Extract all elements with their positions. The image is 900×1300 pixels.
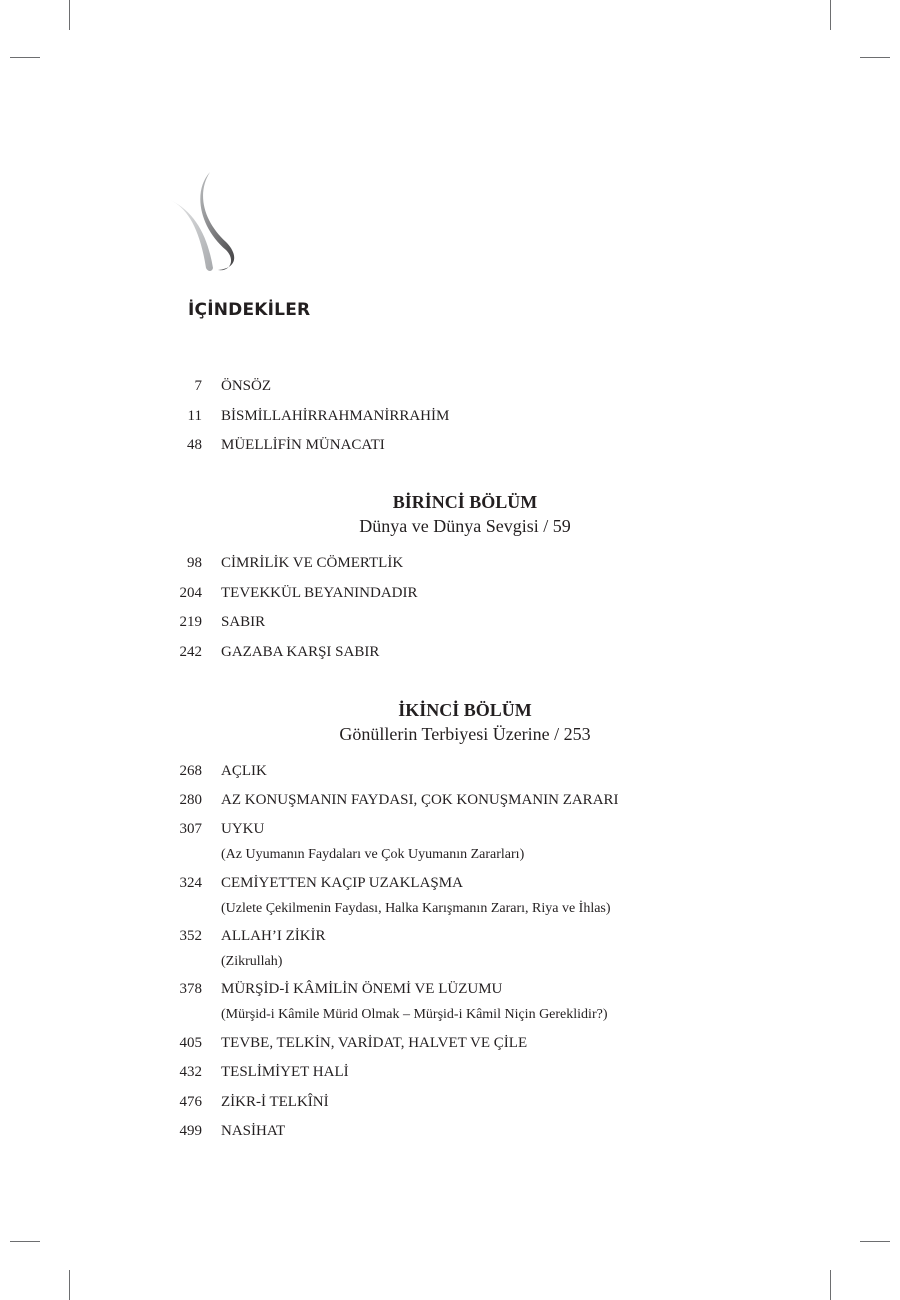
- entry-title: NASİHAT: [221, 1123, 286, 1139]
- page-number: 405: [179, 1035, 202, 1051]
- page-number: 476: [179, 1094, 202, 1110]
- page-number: 307: [179, 821, 202, 837]
- entry-subtitle: (Uzlete Çekilmenin Faydası, Halka Karışmanın Zararı, Riya ve İhlas): [221, 901, 611, 916]
- entry-subtitle: (Az Uyumanın Faydaları ve Çok Uyumanın Zararları): [221, 847, 525, 862]
- entry-title: CEMİYETTEN KAÇIP UZAKLAŞMA: [221, 875, 463, 891]
- entry-title: AÇLIK: [221, 763, 267, 779]
- entry-subtitle: (Zikrullah): [221, 954, 283, 969]
- page-number: 499: [179, 1123, 202, 1139]
- ornament-icon: [166, 168, 242, 274]
- page-number: 219: [179, 614, 202, 630]
- crop-mark: [69, 1270, 70, 1300]
- crop-mark: [860, 57, 890, 58]
- page-number: 11: [187, 408, 202, 424]
- entry-title: ÖNSÖZ: [221, 378, 272, 394]
- page-number: 378: [179, 981, 202, 997]
- crop-mark: [860, 1241, 890, 1242]
- crop-mark: [69, 0, 70, 30]
- entry-title: GAZABA KARŞI SABIR: [221, 644, 380, 660]
- entry-title: UYKU: [221, 821, 265, 837]
- entry-title: AZ KONUŞMANIN FAYDASI, ÇOK KONUŞMANIN ZARARI: [221, 792, 619, 808]
- entry-title: TESLİMİYET HALİ: [221, 1064, 349, 1080]
- page-number: 48: [187, 437, 202, 453]
- part-subtitle: Dünya ve Dünya Sevgisi / 59: [359, 516, 571, 536]
- page-number: 352: [179, 928, 202, 944]
- page-number: 98: [187, 555, 202, 571]
- crop-mark: [10, 57, 40, 58]
- entry-title: ALLAH’I ZİKİR: [221, 928, 326, 944]
- page-number: 242: [179, 644, 202, 660]
- part-title: BİRİNCİ BÖLÜM: [392, 492, 538, 512]
- page-number: 7: [194, 378, 202, 394]
- page-number: 268: [179, 763, 202, 779]
- entry-subtitle: (Mürşid-i Kâmile Mürid Olmak – Mürşid-i Kâmil Niçin Gereklidir?): [221, 1007, 608, 1022]
- page-number: 324: [179, 875, 202, 891]
- entry-title: BİSMİLLAHİRRAHMANİRRAHİM: [221, 408, 450, 424]
- entry-title: TEVBE, TELKİN, VARİDAT, HALVET VE ÇİLE: [221, 1035, 528, 1051]
- page-number: 204: [179, 585, 202, 601]
- entry-title: MÜRŞİD-İ KÂMİLİN ÖNEMİ VE LÜZUMU: [221, 981, 503, 997]
- page-title: İÇİNDEKİLER: [188, 300, 311, 320]
- page-number: 432: [179, 1064, 202, 1080]
- part-subtitle: Gönüllerin Terbiyesi Üzerine / 253: [339, 724, 591, 744]
- entry-title: CİMRİLİK VE CÖMERTLİK: [221, 555, 404, 571]
- entry-title: SABIR: [221, 614, 266, 630]
- page-number: 280: [179, 792, 202, 808]
- crop-mark: [830, 0, 831, 30]
- entry-title: ZİKR-İ TELKÎNİ: [221, 1094, 329, 1110]
- crop-mark: [830, 1270, 831, 1300]
- part-title: İKİNCİ BÖLÜM: [398, 700, 532, 720]
- crop-mark: [10, 1241, 40, 1242]
- entry-title: TEVEKKÜL BEYANINDADIR: [221, 585, 418, 601]
- entry-title: MÜELLİFİN MÜNACATI: [221, 437, 385, 453]
